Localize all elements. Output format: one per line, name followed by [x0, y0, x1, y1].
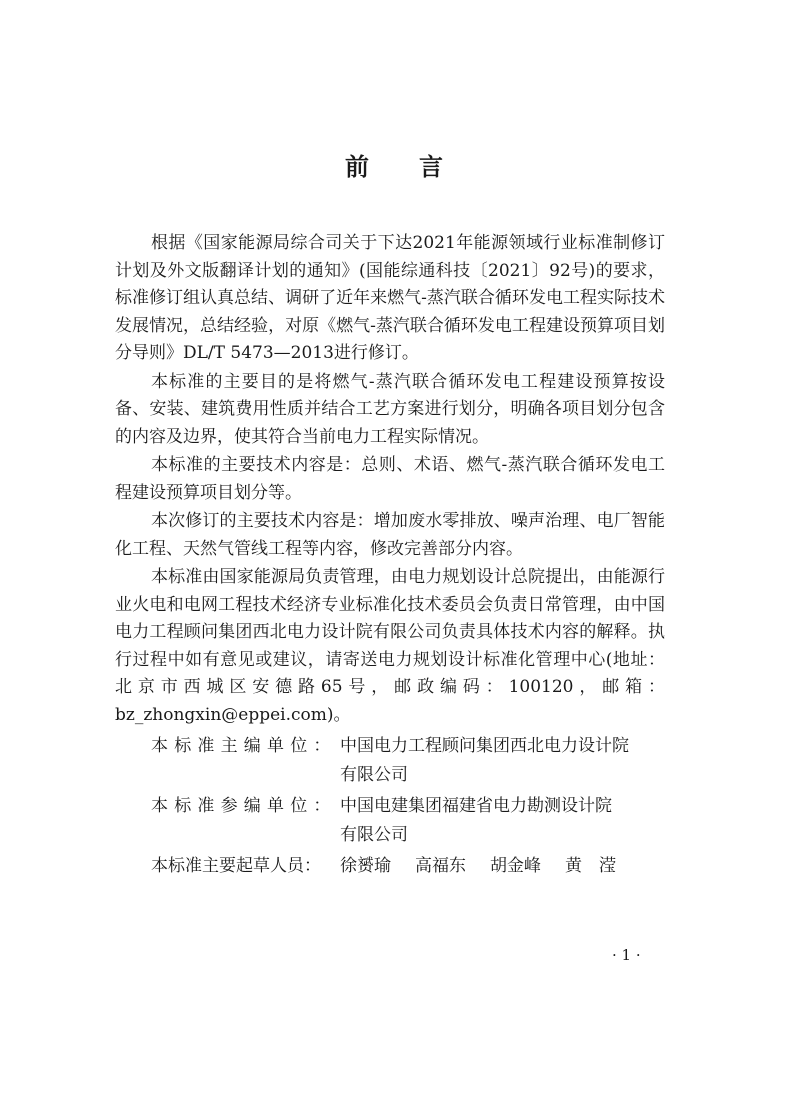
chief-editor-unit [115, 732, 665, 789]
paragraph-revision-content: 本次修订的主要技术内容是：增加废水零排放、噪声治理、电厂智能化工程、天然气管线工程等内容，修改完善部分内容。 [115, 511, 665, 559]
drafters-label: 本标准主要起草人员： [151, 856, 321, 876]
drafter-name: 徐赟瑜 [340, 856, 391, 876]
participating-unit [115, 792, 665, 849]
drafters-names [340, 852, 665, 881]
paragraph-purpose: 本标准的主要目的是将燃气-蒸汽联合循环发电工程建设预算按设备、安装、建筑费用性质并结合工艺方案进行划分，明确各项目划分包含的内容及边界，使其符合当前电力工程实际情况。 [115, 371, 665, 447]
chief-editor-label: 本标准主编单位： [151, 736, 337, 756]
chief-editor-line-2: 有限公司 [340, 764, 408, 785]
paragraph-management: 本标准由国家能源局负责管理，由电力规划设计总院提出，由能源行业火电和电网工程技术经济专业标准化技术委员会负责日常管理，由中国电力工程顾问集团西北电力设计院有限公司负责具体技术内容的解释。执行过程中如有意见或建议，请寄送电力规划设计标准化管理中心(地址：北京市西城区安德路65号，邮政编码：100120，邮箱：bz_zhongxin@eppei.com)。 [115, 567, 665, 725]
chief-editor-value [340, 732, 665, 789]
participating-line-2: 有限公司 [340, 824, 408, 845]
title-char-2: 言 [419, 152, 443, 181]
drafter-name: 高福东 [415, 856, 466, 876]
paragraph-basis: 根据《国家能源局综合司关于下达2021年能源领域行业标准制修订计划及外文版翻译计划的通知》(国能综通科技〔2021〕92号)的要求，标准修订组认真总结、调研了近年来燃气-蒸汽联合循环发电工程实际技术发展情况，总结经验，对原《燃气-蒸汽联合循环发电工程建设预算项目划分导则》DL/T 5473—2013进行修订。 [115, 233, 665, 363]
paragraph-main-content: 本标准的主要技术内容是：总则、术语、燃气-蒸汽联合循环发电工程建设预算项目划分等。 [115, 455, 665, 503]
drafters-row [115, 852, 665, 881]
participating-label: 本标准参编单位： [151, 796, 337, 816]
participating-value [340, 792, 665, 849]
drafter-name: 胡金峰 [490, 856, 541, 876]
organizations-list [115, 732, 665, 881]
title-char-1: 前 [345, 152, 369, 181]
page-number: · 1 · [612, 946, 641, 964]
participating-line-1: 中国电建集团福建省电力勘测设计院 [340, 796, 612, 816]
preface-body [115, 230, 665, 881]
chief-editor-line-1: 中国电力工程顾问集团西北电力设计院 [340, 736, 629, 756]
drafter-name: 黄 滢 [565, 856, 616, 876]
page-title [0, 147, 788, 182]
